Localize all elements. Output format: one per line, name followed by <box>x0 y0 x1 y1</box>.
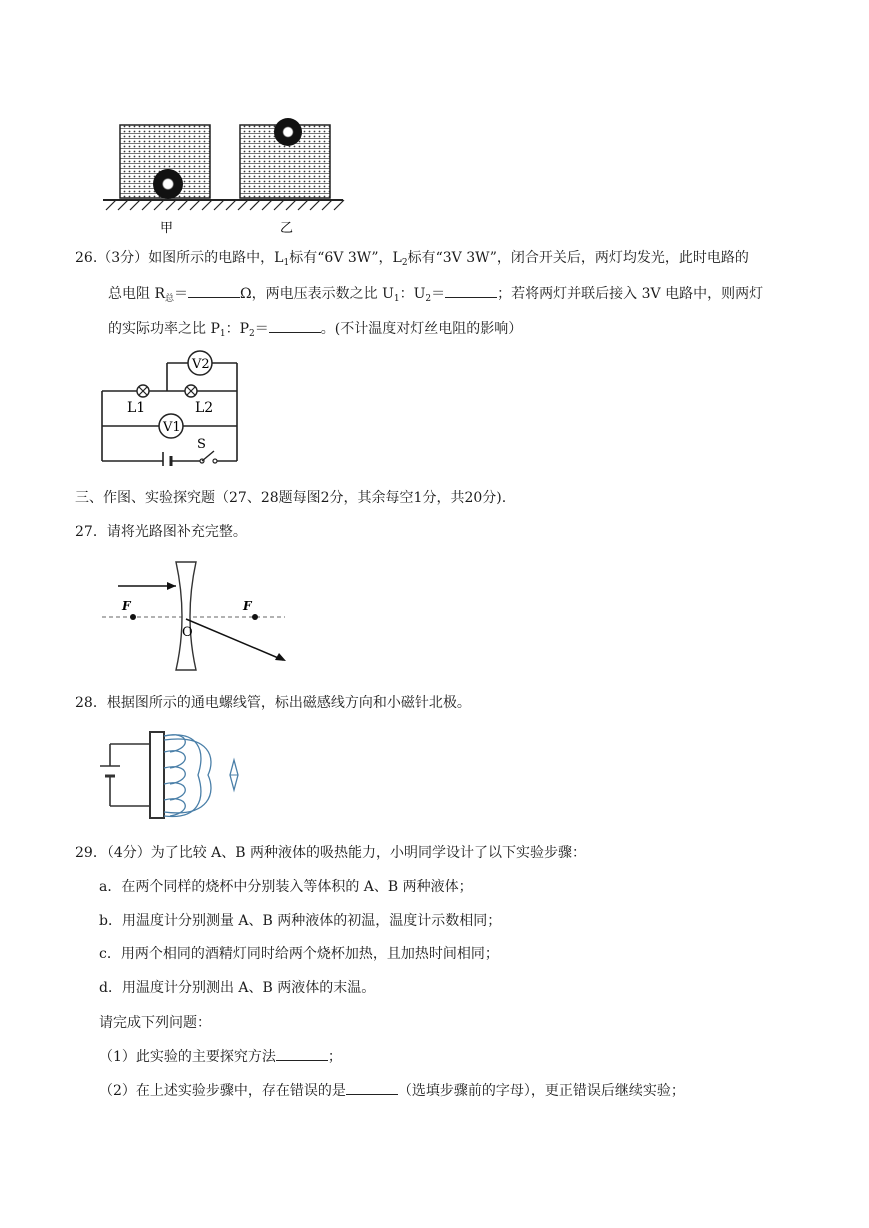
q29-step-a: a．在两个同样的烧杯中分别装入等体积的 A、B 两种液体； <box>99 879 473 895</box>
answer-blank-resistance[interactable] <box>188 283 240 298</box>
answer-blank-voltage-ratio[interactable] <box>445 283 497 298</box>
solenoid-diagram <box>98 730 258 822</box>
q27-text: 27．请将光路图补充完整。 <box>75 524 247 540</box>
q29-sub2-end: （选填步骤前的字母），更正错误后继续实验； <box>397 1083 685 1099</box>
q26-text: ：P <box>225 321 250 337</box>
concave-lens-diagram <box>100 560 290 672</box>
battery <box>163 452 171 466</box>
solenoid-core <box>150 732 164 818</box>
answer-blank-error-step[interactable] <box>346 1080 398 1095</box>
v1-label: V1 <box>163 420 181 435</box>
q29-step-d: d．用温度计分别测出 A、B 两液体的末温。 <box>99 980 376 996</box>
concave-lens <box>176 562 196 670</box>
switch-s <box>197 437 217 463</box>
focus-right-label: F <box>243 599 252 613</box>
q26-text: ＝ <box>174 286 189 302</box>
focus-right-point <box>252 614 258 620</box>
label-jia: 甲 <box>160 221 174 236</box>
lamp-l2 <box>185 385 197 397</box>
q26-text: ：U <box>399 286 426 302</box>
q29-sub1-text: （1）此实验的主要探究方法 <box>99 1049 276 1065</box>
q26-text: Ω，两电压表示数之比 U <box>240 286 394 302</box>
ground-hatch <box>106 200 344 210</box>
q26-text: 标有“3V 3W”，闭合开关后，两灯均发光，此时电路的 <box>407 250 749 266</box>
label-yi: 乙 <box>280 221 294 236</box>
subscript: 1 <box>283 258 290 268</box>
q26-line2 <box>108 283 763 309</box>
lamp-l1 <box>137 385 149 397</box>
q26-line1 <box>75 248 749 273</box>
q26-text: 如图所示的电路中，L <box>148 250 284 266</box>
subscript: 1 <box>393 294 400 304</box>
q29-sub2 <box>99 1080 685 1101</box>
l1-label: L1 <box>127 400 146 416</box>
voltmeter-v2 <box>188 351 212 375</box>
q26-text: 标有“6V 3W”，L <box>289 250 402 266</box>
tanks-figure <box>98 110 348 240</box>
subscript: 2 <box>425 294 432 304</box>
q29-step-c: c．用两个相同的酒精灯同时给两个烧杯加热，且加热时间相同； <box>99 946 499 962</box>
optical-center-label: O <box>182 625 193 640</box>
question-score: （3分） <box>97 250 149 266</box>
s-label: S <box>197 437 206 452</box>
refracted-ray <box>186 619 283 660</box>
q28-text: 28．根据图所示的通电螺线管，标出磁感线方向和小磁针北极。 <box>75 695 471 711</box>
l2-label: L2 <box>195 400 214 416</box>
section-title: 三、作图、实验探究题（27、28题每图2分，其余每空1分，共20分). <box>75 490 507 506</box>
voltmeter-v1 <box>159 414 183 438</box>
ball-yi <box>274 118 302 146</box>
q26-text: ＝ <box>431 286 446 302</box>
subscript: 1 <box>219 329 226 339</box>
q29-prompt: 请完成下列问题： <box>99 1015 211 1031</box>
q26-text: 。(不计温度对灯丝电阻的影响） <box>320 321 523 337</box>
ball-jia <box>153 169 183 199</box>
q26-text: ；若将两灯并联后接入 3V 电路中，则两灯 <box>497 286 764 302</box>
answer-blank-power-ratio[interactable] <box>269 318 321 333</box>
subscript: 2 <box>249 329 255 339</box>
q26-text: ＝ <box>254 321 269 337</box>
answer-blank-method[interactable] <box>276 1046 328 1061</box>
q29-sub1 <box>99 1046 342 1067</box>
q29-sub2-text: （2）在上述实验步骤中，存在错误的是 <box>99 1083 346 1099</box>
q26-text: 总电阻 R <box>108 286 165 302</box>
q29-sub1-end: ； <box>327 1049 342 1065</box>
solenoid-coil <box>164 735 211 817</box>
focus-left-label: F <box>122 599 131 613</box>
q29-intro: 29．（4分）为了比较 A、B 两种液体的吸热能力，小明同学设计了以下实验步骤： <box>75 845 587 861</box>
circuit-diagram <box>95 348 245 466</box>
v2-label: V2 <box>192 357 210 372</box>
question-number: 26. <box>75 250 98 266</box>
battery <box>100 766 120 776</box>
q26-line3 <box>108 318 522 344</box>
subscript: 2 <box>401 258 408 268</box>
q26-text: 的实际功率之比 P <box>108 321 220 337</box>
q29-step-b: b．用温度计分别测量 A、B 两种液体的初温，温度计示数相同； <box>99 913 502 929</box>
focus-left-point <box>130 614 136 620</box>
subscript: 总 <box>165 294 175 304</box>
